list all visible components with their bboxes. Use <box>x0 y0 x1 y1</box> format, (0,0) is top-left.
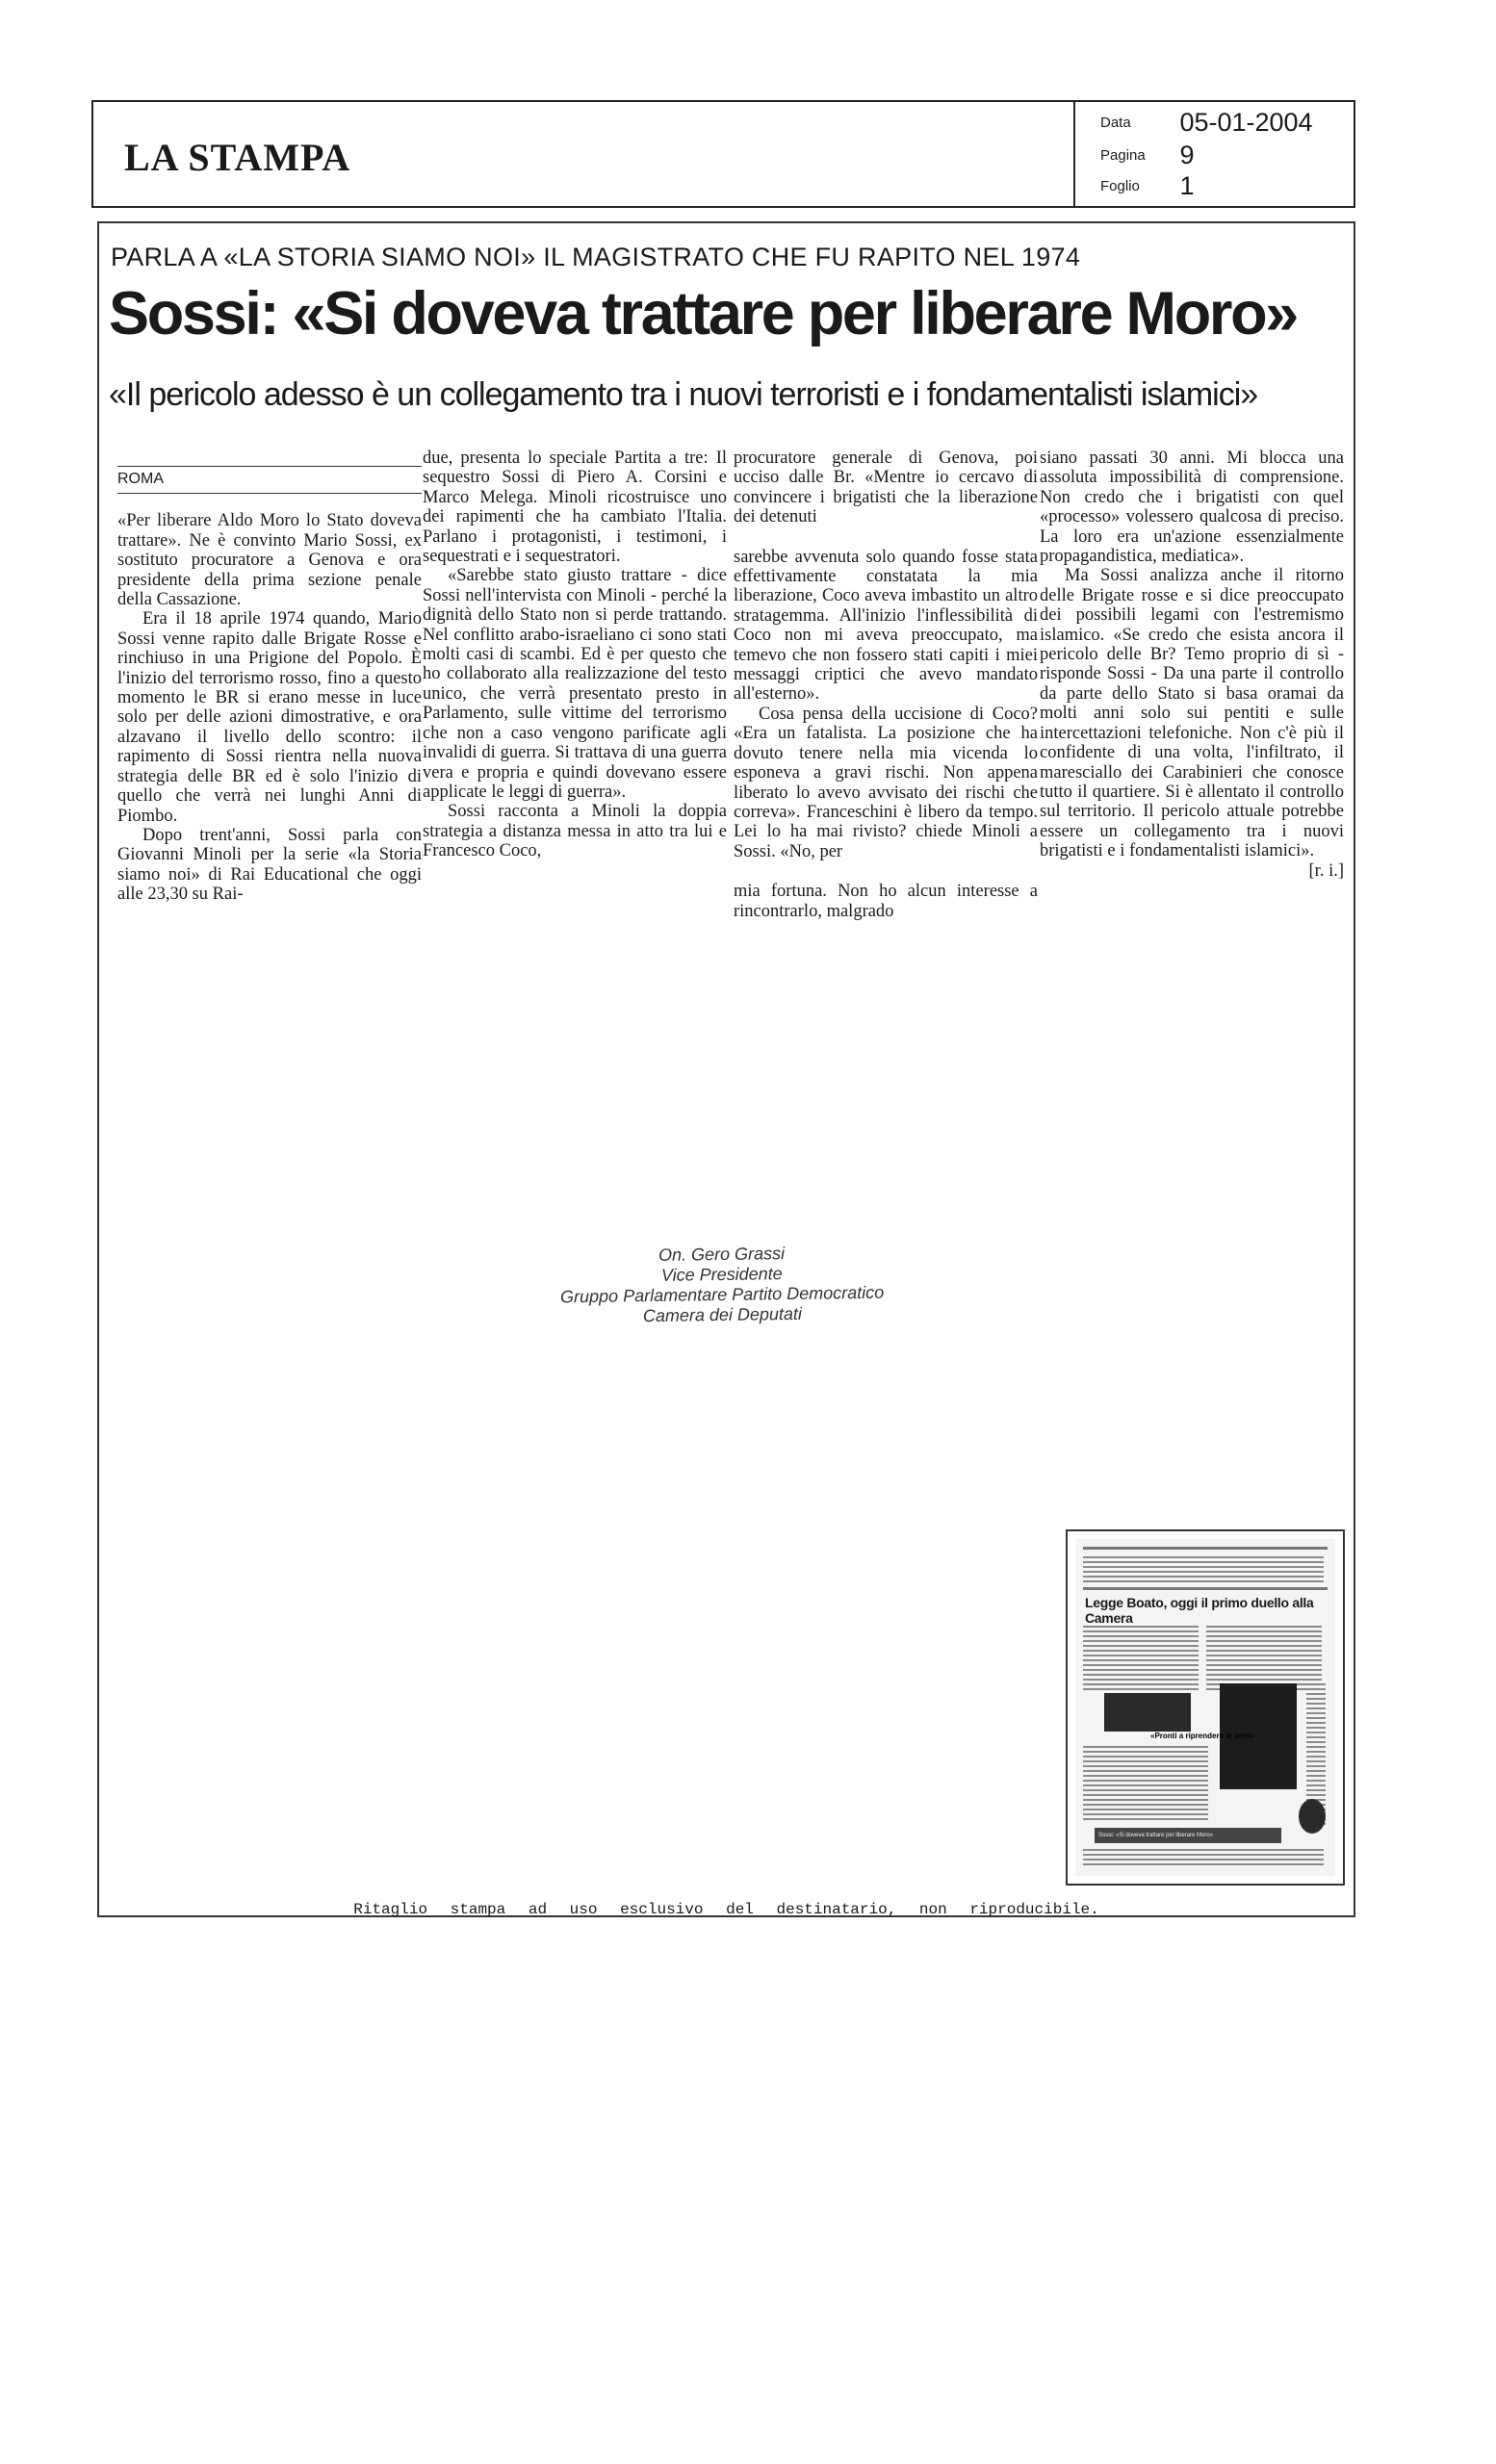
thumbnail-rule <box>1083 1547 1328 1550</box>
thumbnail-portrait <box>1299 1799 1326 1834</box>
paragraph: sarebbe avvenuta solo quando fosse stata effettivamente constatata la mia liberazione, Coco aveva imbastito un altro stratagemma. All'inizio l'inflessibilità di Coco non mi aveva preoccupato, ma temevo che non fossero stati capiti i miei messaggi criptici che avevo mandato all'esterno». <box>734 547 1038 705</box>
signature-role: Vice Presidente <box>660 1264 783 1285</box>
meta-row-sheet <box>1100 171 1194 201</box>
signature-chamber: Camera dei Deputati <box>642 1303 803 1326</box>
meta-row-date <box>1100 108 1313 138</box>
thumbnail-caption: «Pronti a riprendere le armi» <box>1150 1732 1255 1740</box>
newspaper-masthead: LA STAMPA <box>124 136 351 179</box>
thumbnail-highlight-box: Sossi: «Si doveva trattare per liberare Moro» <box>1095 1828 1281 1843</box>
paragraph: «Per liberare Aldo Moro lo Stato doveva trattare». Ne è convinto Mario Sossi, ex sostituto procuratore a Genova e ora presidente della prima sezione penale della Cassazione. <box>117 511 422 610</box>
paragraph: procuratore generale di Genova, poi ucciso dalle Br. «Mentre io cercavo di convincere i brigatisti che la liberazione dei detenuti <box>734 449 1038 527</box>
signature-group: Gruppo Parlamentare Partito Democratico <box>559 1282 885 1307</box>
thumbnail-text-block <box>1083 1556 1324 1583</box>
article-dateline: ROMA <box>117 466 422 494</box>
paragraph: «Sarebbe stato giusto trattare - dice Sossi nell'intervista con Minoli - perché la dignità dello Stato non si perde trattando. Nel conflitto arabo-israeliano ci sono stati molti casi di scambi. Ed è per questo che ho collaborato alla realizzazione del testo unico, che verrà presentato presto in Parlamento, sulle vittime del terrorismo che non a caso vengono parificate agli invalidi di guerra. Si trattava di una guerra vera e propria e quindi dovevano essere applicate le leggi di guerra». <box>423 566 727 802</box>
meta-label: Foglio <box>1100 178 1140 194</box>
thumbnail-photo <box>1104 1693 1191 1732</box>
paragraph: siano passati 30 anni. Mi blocca una assoluta impossibilità di comprensione. Non credo che i brigatisti con quel «processo» volessero qualcosa di preciso. La loro era un'azione essenzialmente propagandistica, mediatica». <box>1040 449 1344 567</box>
page-thumbnail <box>1066 1529 1345 1886</box>
paragraph: Ma Sossi analizza anche il ritorno delle Brigate rosse e si dice preoccupato dei possibili legami con l'estremismo islamico. «Se credo che esista ancora il pericolo delle Br? Temo proprio di sì - risponde Sossi - Da una parte il controllo da parte dello Stato si basa oramai da molti anni solo sui pentiti e sulle intercettazioni telefoniche. Non c'è più il confidente di una volta, l'infiltrato, il maresciallo dei Carabinieri che conosce tutto il quartiere. Si è allentato il controllo sul territorio. Il pericolo attuale potrebbe essere un collegamento tra i nuovi brigatisti e i fondamentalisti islamici». <box>1040 566 1344 861</box>
meta-value: 05-01-2004 <box>1179 108 1313 137</box>
paragraph: due, presenta lo speciale Partita a tre: Il sequestro Sossi di Piero A. Corsini e Marco Melega. Minoli ricostruisce uno dei rapimenti che ha cambiato l'Italia. Parlano i protagonisti, i testimoni, i sequestrati e i sequestratori. <box>423 449 727 567</box>
article-column-4 <box>1040 449 1344 881</box>
thumbnail-rule <box>1083 1587 1328 1590</box>
meta-value: 9 <box>1179 141 1195 169</box>
article-column-2 <box>423 449 727 861</box>
meta-row-page <box>1100 141 1194 170</box>
thumbnail-page <box>1075 1539 1335 1876</box>
clipping-header <box>91 100 1355 208</box>
article-kicker: PARLA A «LA STORIA SIAMO NOI» IL MAGISTRATO CHE FU RAPITO NEL 1974 <box>111 243 1081 271</box>
signature-stamp <box>519 1242 924 1328</box>
paragraph: Era il 18 aprile 1974 quando, Mario Sossi venne rapito dalle Brigate Rosse e rinchiuso in una Prigione del Popolo. È l'inizio del terrorismo rosso, fino a questo momento le BR si erano messe in luce solo per delle azioni dimostrative, e ora alzavano il livello dello scontro: il rapimento di Sossi rientra nella nuova strategia delle BR ed è solo l'inizio di quello che verrà nei lunghi Anni di Piombo. <box>117 609 422 826</box>
paragraph: Dopo trent'anni, Sossi parla con Giovanni Minoli per la serie «la Storia siamo noi» di Rai Educational che oggi alle 23,30 su Rai- <box>117 825 422 905</box>
article-column-3 <box>734 449 1038 921</box>
signature-name: On. Gero Grassi <box>658 1244 786 1265</box>
meta-value: 1 <box>1179 171 1195 200</box>
meta-label: Pagina <box>1100 147 1146 164</box>
article-headline: Sossi: «Si doveva trattare per liberare Moro» <box>109 280 1298 347</box>
thumbnail-text-block <box>1083 1746 1208 1823</box>
paragraph: mia fortuna. Non ho alcun interesse a rincontrarlo, malgrado <box>734 882 1038 921</box>
thumbnail-headline: Legge Boato, oggi il primo duello alla Camera <box>1085 1595 1314 1626</box>
clipping-footer: Ritaglio stampa ad uso esclusivo del destinatario, non riproducibile. <box>353 1901 1099 1918</box>
paragraph: Cosa pensa della uccisione di Coco? «Era un fatalista. La posizione che ha dovuto tenere nella mia vicenda lo esponeva a gravi rischi. Non appena liberato lo avevo avvisato dei rischi che correva». Franceschini è libero da tempo. Lei lo ha mai rivisto? chiede Minoli a Sossi. «No, per <box>734 704 1038 861</box>
blank-scan-area <box>0 2040 1496 2464</box>
meta-label: Data <box>1100 115 1131 131</box>
paragraph: Sossi racconta a Minoli la doppia strategia a distanza messa in atto tra lui e Francesco Coco, <box>423 802 727 861</box>
header-divider <box>1073 102 1075 206</box>
thumbnail-text-block <box>1083 1626 1199 1693</box>
article-column-1 <box>117 449 422 905</box>
thumbnail-text-block <box>1083 1849 1324 1868</box>
article-subhead: «Il pericolo adesso è un collegamento tra i nuovi terroristi e i fondamentalisti islamici» <box>109 376 1258 413</box>
article-byline: [r. i.] <box>1308 860 1344 881</box>
